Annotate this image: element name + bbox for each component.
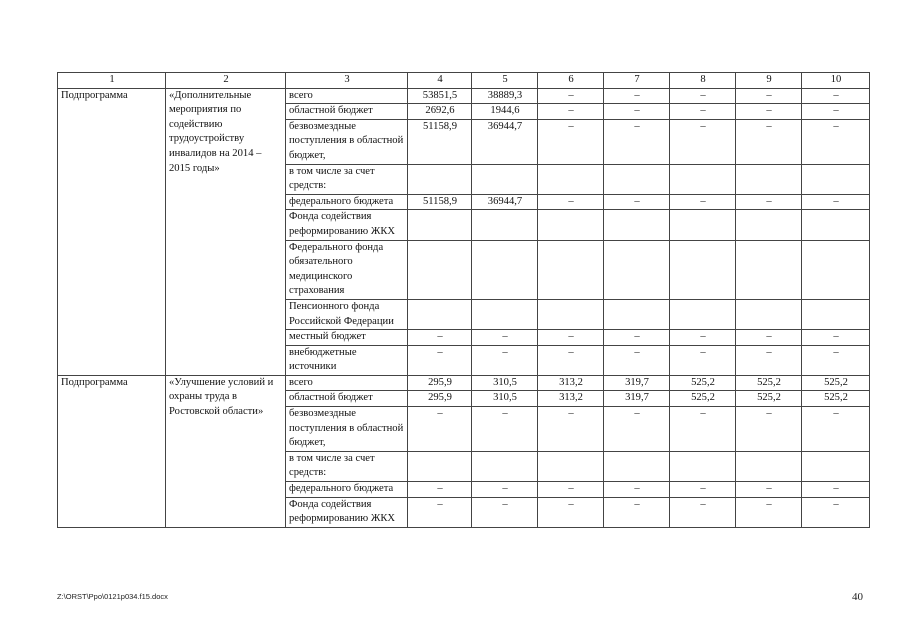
value-cell [408, 451, 472, 481]
budget-table [57, 72, 870, 528]
value-cell: 36944,7 [472, 119, 538, 164]
value-cell: 525,2 [736, 375, 802, 391]
value-cell: – [670, 497, 736, 527]
value-cell: – [736, 330, 802, 346]
value-cell: – [538, 482, 604, 498]
header-cell: 9 [736, 73, 802, 89]
value-cell [670, 240, 736, 299]
funding-source-cell: областной бюджет [286, 391, 408, 407]
funding-source-cell: всего [286, 88, 408, 104]
value-cell: – [670, 330, 736, 346]
value-cell: – [604, 497, 670, 527]
value-cell: 51158,9 [408, 194, 472, 210]
value-cell: – [408, 330, 472, 346]
value-cell [736, 164, 802, 194]
value-cell: – [802, 194, 870, 210]
value-cell: – [408, 407, 472, 452]
value-cell: – [670, 482, 736, 498]
header-cell: 4 [408, 73, 472, 89]
funding-source-cell: Фонда содействия реформированию ЖКХ [286, 497, 408, 527]
header-cell: 2 [166, 73, 286, 89]
value-cell [604, 164, 670, 194]
value-cell: 38889,3 [472, 88, 538, 104]
value-cell [538, 164, 604, 194]
value-cell: 525,2 [736, 391, 802, 407]
footer-file-path: Z:\ORST\Ppo\0121p034.f15.docx [57, 592, 168, 601]
program-type-cell: Подпрограмма [58, 88, 166, 375]
value-cell [802, 451, 870, 481]
value-cell [736, 240, 802, 299]
header-cell: 6 [538, 73, 604, 89]
table-row [58, 375, 870, 391]
value-cell [670, 299, 736, 329]
value-cell: – [538, 119, 604, 164]
value-cell: – [408, 345, 472, 375]
value-cell: – [538, 345, 604, 375]
value-cell: – [802, 119, 870, 164]
value-cell: – [802, 104, 870, 120]
header-cell: 8 [670, 73, 736, 89]
value-cell: – [802, 345, 870, 375]
value-cell: 313,2 [538, 375, 604, 391]
value-cell: – [408, 482, 472, 498]
value-cell [736, 299, 802, 329]
value-cell: – [670, 119, 736, 164]
funding-source-cell: безвозмездные поступления в областной бюджет, [286, 119, 408, 164]
value-cell [604, 210, 670, 240]
value-cell: – [736, 119, 802, 164]
value-cell: – [736, 104, 802, 120]
program-name-cell: «Улучшение условий и охраны труда в Ростовской области» [166, 375, 286, 527]
funding-source-cell: федерального бюджета [286, 194, 408, 210]
funding-source-cell: в том числе за счет средств: [286, 451, 408, 481]
value-cell: – [538, 497, 604, 527]
value-cell [604, 240, 670, 299]
value-cell: – [472, 407, 538, 452]
header-row [58, 73, 870, 89]
value-cell: 310,5 [472, 391, 538, 407]
value-cell [604, 299, 670, 329]
page-number: 40 [852, 591, 863, 603]
value-cell: – [538, 407, 604, 452]
funding-source-cell: местный бюджет [286, 330, 408, 346]
value-cell: 53851,5 [408, 88, 472, 104]
value-cell: – [538, 194, 604, 210]
value-cell: 2692,6 [408, 104, 472, 120]
value-cell: 310,5 [472, 375, 538, 391]
value-cell: – [472, 482, 538, 498]
value-cell [670, 210, 736, 240]
table-body [58, 88, 870, 527]
value-cell [472, 299, 538, 329]
value-cell: – [802, 482, 870, 498]
value-cell [472, 451, 538, 481]
value-cell: 313,2 [538, 391, 604, 407]
value-cell [736, 210, 802, 240]
program-name-cell: «Дополнительные мероприятия по содействию трудоустройству инвалидов на 2014 – 2015 годы» [166, 88, 286, 375]
value-cell [538, 299, 604, 329]
value-cell [408, 164, 472, 194]
value-cell: 295,9 [408, 375, 472, 391]
value-cell [802, 210, 870, 240]
table-row [58, 88, 870, 104]
value-cell: – [802, 497, 870, 527]
header-cell: 1 [58, 73, 166, 89]
value-cell: – [604, 330, 670, 346]
funding-source-cell: в том числе за счет средств: [286, 164, 408, 194]
value-cell [604, 451, 670, 481]
value-cell: – [736, 345, 802, 375]
value-cell: 525,2 [802, 391, 870, 407]
value-cell: – [670, 407, 736, 452]
funding-source-cell: Федерального фонда обязательного медицинского страхования [286, 240, 408, 299]
value-cell: – [604, 88, 670, 104]
value-cell: – [802, 407, 870, 452]
value-cell: – [670, 345, 736, 375]
value-cell: 1944,6 [472, 104, 538, 120]
value-cell: – [736, 407, 802, 452]
value-cell: – [670, 88, 736, 104]
funding-source-cell: внебюджетные источники [286, 345, 408, 375]
value-cell: 36944,7 [472, 194, 538, 210]
value-cell: 51158,9 [408, 119, 472, 164]
value-cell [408, 240, 472, 299]
value-cell: – [604, 407, 670, 452]
value-cell [538, 210, 604, 240]
header-cell: 3 [286, 73, 408, 89]
value-cell: – [736, 482, 802, 498]
header-cell: 7 [604, 73, 670, 89]
value-cell: – [670, 104, 736, 120]
value-cell: – [472, 330, 538, 346]
funding-source-cell: областной бюджет [286, 104, 408, 120]
value-cell: – [736, 194, 802, 210]
value-cell [472, 240, 538, 299]
value-cell: – [538, 88, 604, 104]
header-cell: 10 [802, 73, 870, 89]
value-cell: – [408, 497, 472, 527]
value-cell [802, 299, 870, 329]
value-cell: – [538, 330, 604, 346]
value-cell [670, 164, 736, 194]
value-cell [408, 299, 472, 329]
value-cell [670, 451, 736, 481]
value-cell [802, 240, 870, 299]
header-cell: 5 [472, 73, 538, 89]
value-cell: – [604, 194, 670, 210]
value-cell: 319,7 [604, 391, 670, 407]
value-cell [472, 210, 538, 240]
value-cell: – [604, 482, 670, 498]
value-cell: – [472, 345, 538, 375]
value-cell: – [736, 88, 802, 104]
value-cell: 295,9 [408, 391, 472, 407]
value-cell: – [472, 497, 538, 527]
value-cell: 525,2 [670, 375, 736, 391]
value-cell: – [604, 119, 670, 164]
value-cell [736, 451, 802, 481]
value-cell: – [538, 104, 604, 120]
value-cell: – [604, 104, 670, 120]
value-cell [538, 451, 604, 481]
value-cell: – [802, 330, 870, 346]
funding-source-cell: безвозмездные поступления в областной бюджет, [286, 407, 408, 452]
funding-source-cell: Пенсионного фонда Российской Федерации [286, 299, 408, 329]
value-cell: – [670, 194, 736, 210]
value-cell [472, 164, 538, 194]
funding-source-cell: всего [286, 375, 408, 391]
value-cell [802, 164, 870, 194]
value-cell: 319,7 [604, 375, 670, 391]
funding-source-cell: Фонда содействия реформированию ЖКХ [286, 210, 408, 240]
value-cell [538, 240, 604, 299]
value-cell: – [736, 497, 802, 527]
funding-source-cell: федерального бюджета [286, 482, 408, 498]
value-cell: 525,2 [670, 391, 736, 407]
program-type-cell: Подпрограмма [58, 375, 166, 527]
value-cell: – [604, 345, 670, 375]
value-cell [408, 210, 472, 240]
value-cell: – [802, 88, 870, 104]
value-cell: 525,2 [802, 375, 870, 391]
